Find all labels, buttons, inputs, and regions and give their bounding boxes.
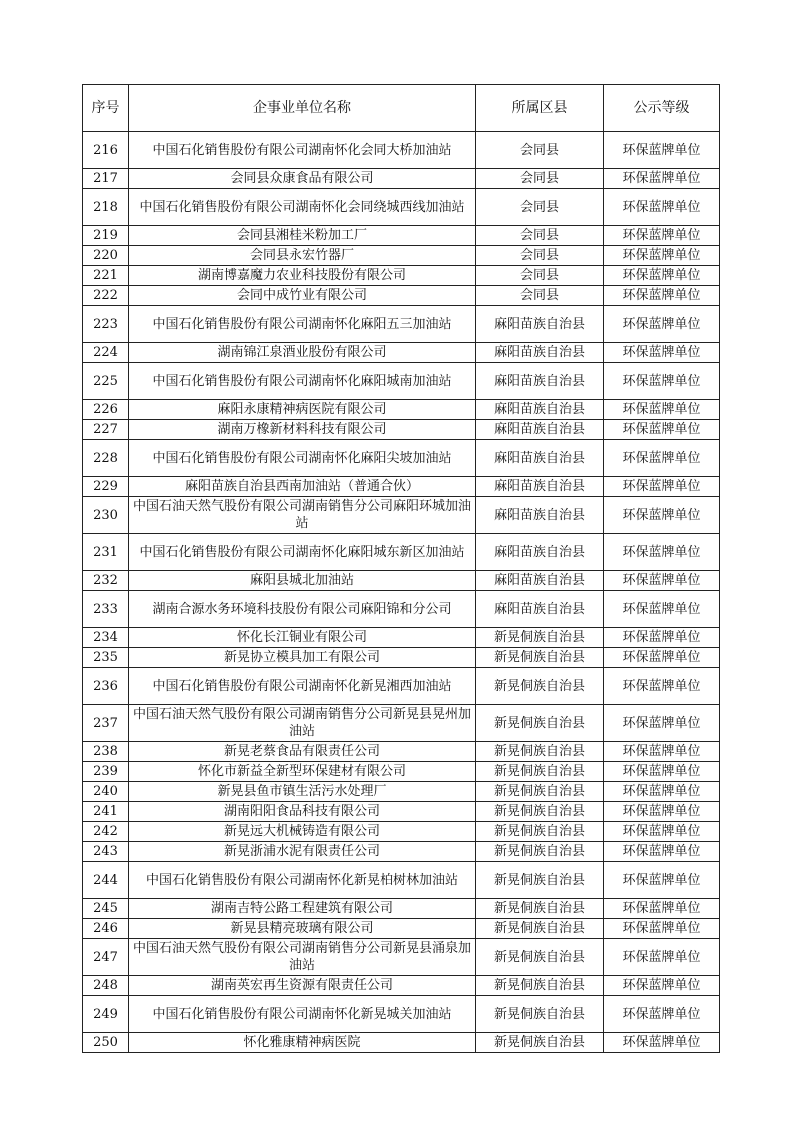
row-county: 会同县 <box>476 246 604 266</box>
row-number: 227 <box>83 420 129 440</box>
header-name: 企事业单位名称 <box>129 85 476 132</box>
row-enterprise-name: 中国石化销售股份有限公司湖南怀化新晃柏树林加油站 <box>129 862 476 899</box>
table-row <box>83 571 720 591</box>
row-enterprise-name: 中国石化销售股份有限公司湖南怀化新晃湘西加油站 <box>129 668 476 705</box>
table-row <box>83 169 720 189</box>
row-grade: 环保蓝牌单位 <box>604 1033 720 1053</box>
row-enterprise-name: 怀化雅康精神病医院 <box>129 1033 476 1053</box>
row-grade: 环保蓝牌单位 <box>604 306 720 343</box>
row-county: 新晃侗族自治县 <box>476 899 604 919</box>
row-number: 244 <box>83 862 129 899</box>
row-enterprise-name: 会同县众康食品有限公司 <box>129 169 476 189</box>
table-row <box>83 246 720 266</box>
row-enterprise-name: 麻阳苗族自治县西南加油站（普通合伙） <box>129 477 476 497</box>
table-row <box>83 996 720 1033</box>
row-number: 230 <box>83 497 129 534</box>
row-enterprise-name: 湖南吉特公路工程建筑有限公司 <box>129 899 476 919</box>
header-county: 所属区县 <box>476 85 604 132</box>
row-grade: 环保蓝牌单位 <box>604 497 720 534</box>
table-row <box>83 477 720 497</box>
row-enterprise-name: 新晃县鱼市镇生活污水处理厂 <box>129 782 476 802</box>
row-county: 新晃侗族自治县 <box>476 762 604 782</box>
table-row <box>83 976 720 996</box>
table-row <box>83 497 720 534</box>
row-number: 240 <box>83 782 129 802</box>
row-county: 新晃侗族自治县 <box>476 628 604 648</box>
row-number: 234 <box>83 628 129 648</box>
row-grade: 环保蓝牌单位 <box>604 420 720 440</box>
row-number: 250 <box>83 1033 129 1053</box>
row-number: 231 <box>83 534 129 571</box>
table-row <box>83 132 720 169</box>
row-grade: 环保蓝牌单位 <box>604 899 720 919</box>
row-enterprise-name: 新晃县精亮玻璃有限公司 <box>129 919 476 939</box>
table-row <box>83 862 720 899</box>
row-number: 248 <box>83 976 129 996</box>
row-enterprise-name: 中国石化销售股份有限公司湖南怀化麻阳城东新区加油站 <box>129 534 476 571</box>
table-row <box>83 189 720 226</box>
row-county: 新晃侗族自治县 <box>476 996 604 1033</box>
table-row <box>83 705 720 742</box>
row-number: 222 <box>83 286 129 306</box>
row-enterprise-name: 中国石油天然气股份有限公司湖南销售分公司麻阳环城加油站 <box>129 497 476 534</box>
row-enterprise-name: 麻阳永康精神病医院有限公司 <box>129 400 476 420</box>
row-county: 新晃侗族自治县 <box>476 842 604 862</box>
row-county: 新晃侗族自治县 <box>476 648 604 668</box>
table-row <box>83 919 720 939</box>
row-number: 246 <box>83 919 129 939</box>
row-enterprise-name: 湖南万橡新材料科技有限公司 <box>129 420 476 440</box>
row-county: 新晃侗族自治县 <box>476 919 604 939</box>
row-county: 麻阳苗族自治县 <box>476 363 604 400</box>
row-county: 新晃侗族自治县 <box>476 802 604 822</box>
row-number: 219 <box>83 226 129 246</box>
row-enterprise-name: 湖南锦江泉酒业股份有限公司 <box>129 343 476 363</box>
row-grade: 环保蓝牌单位 <box>604 132 720 169</box>
row-number: 232 <box>83 571 129 591</box>
table-row <box>83 440 720 477</box>
row-number: 247 <box>83 939 129 976</box>
header-no: 序号 <box>83 85 129 132</box>
row-enterprise-name: 会同中成竹业有限公司 <box>129 286 476 306</box>
table-row <box>83 306 720 343</box>
row-enterprise-name: 新晃老蔡食品有限责任公司 <box>129 742 476 762</box>
table-row <box>83 420 720 440</box>
row-grade: 环保蓝牌单位 <box>604 802 720 822</box>
row-number: 229 <box>83 477 129 497</box>
table-row <box>83 822 720 842</box>
row-enterprise-name: 中国石油天然气股份有限公司湖南销售分公司新晃县涌泉加油站 <box>129 939 476 976</box>
row-grade: 环保蓝牌单位 <box>604 440 720 477</box>
row-county: 麻阳苗族自治县 <box>476 343 604 363</box>
row-county: 新晃侗族自治县 <box>476 1033 604 1053</box>
row-enterprise-name: 湖南合源水务环境科技股份有限公司麻阳锦和分公司 <box>129 591 476 628</box>
row-enterprise-name: 会同县永宏竹器厂 <box>129 246 476 266</box>
row-county: 麻阳苗族自治县 <box>476 420 604 440</box>
table-row <box>83 286 720 306</box>
table-row <box>83 534 720 571</box>
row-enterprise-name: 湖南博嘉魔力农业科技股份有限公司 <box>129 266 476 286</box>
row-grade: 环保蓝牌单位 <box>604 842 720 862</box>
table-body <box>83 132 720 1053</box>
row-number: 237 <box>83 705 129 742</box>
row-enterprise-name: 中国石化销售股份有限公司湖南怀化麻阳五三加油站 <box>129 306 476 343</box>
row-grade: 环保蓝牌单位 <box>604 534 720 571</box>
table-row <box>83 628 720 648</box>
row-enterprise-name: 中国石化销售股份有限公司湖南怀化会同大桥加油站 <box>129 132 476 169</box>
row-number: 242 <box>83 822 129 842</box>
row-number: 218 <box>83 189 129 226</box>
row-enterprise-name: 中国石化销售股份有限公司湖南怀化麻阳城南加油站 <box>129 363 476 400</box>
row-number: 228 <box>83 440 129 477</box>
row-grade: 环保蓝牌单位 <box>604 169 720 189</box>
row-number: 225 <box>83 363 129 400</box>
row-grade: 环保蓝牌单位 <box>604 286 720 306</box>
row-enterprise-name: 湖南阳阳食品科技有限公司 <box>129 802 476 822</box>
row-number: 233 <box>83 591 129 628</box>
row-grade: 环保蓝牌单位 <box>604 363 720 400</box>
row-grade: 环保蓝牌单位 <box>604 919 720 939</box>
table-row <box>83 899 720 919</box>
row-enterprise-name: 新晃远大机械铸造有限公司 <box>129 822 476 842</box>
row-enterprise-name: 中国石油天然气股份有限公司湖南销售分公司新晃县晃州加油站 <box>129 705 476 742</box>
row-grade: 环保蓝牌单位 <box>604 246 720 266</box>
row-county: 麻阳苗族自治县 <box>476 400 604 420</box>
table-row <box>83 343 720 363</box>
row-county: 新晃侗族自治县 <box>476 862 604 899</box>
table-row <box>83 939 720 976</box>
row-grade: 环保蓝牌单位 <box>604 477 720 497</box>
table-row <box>83 762 720 782</box>
row-grade: 环保蓝牌单位 <box>604 189 720 226</box>
table-row <box>83 802 720 822</box>
row-grade: 环保蓝牌单位 <box>604 400 720 420</box>
row-county: 会同县 <box>476 169 604 189</box>
row-grade: 环保蓝牌单位 <box>604 822 720 842</box>
row-county: 会同县 <box>476 189 604 226</box>
row-grade: 环保蓝牌单位 <box>604 648 720 668</box>
table-row <box>83 742 720 762</box>
row-county: 麻阳苗族自治县 <box>476 534 604 571</box>
table-row <box>83 668 720 705</box>
row-grade: 环保蓝牌单位 <box>604 996 720 1033</box>
row-grade: 环保蓝牌单位 <box>604 705 720 742</box>
row-county: 会同县 <box>476 226 604 246</box>
row-enterprise-name: 新晃协立模具加工有限公司 <box>129 648 476 668</box>
row-grade: 环保蓝牌单位 <box>604 862 720 899</box>
row-number: 239 <box>83 762 129 782</box>
row-county: 麻阳苗族自治县 <box>476 591 604 628</box>
table-row <box>83 591 720 628</box>
row-enterprise-name: 中国石化销售股份有限公司湖南怀化会同绕城西线加油站 <box>129 189 476 226</box>
row-enterprise-name: 湖南英宏再生资源有限责任公司 <box>129 976 476 996</box>
table-row <box>83 363 720 400</box>
row-county: 新晃侗族自治县 <box>476 822 604 842</box>
table-row <box>83 648 720 668</box>
row-enterprise-name: 中国石化销售股份有限公司湖南怀化新晃城关加油站 <box>129 996 476 1033</box>
row-county: 新晃侗族自治县 <box>476 976 604 996</box>
row-number: 226 <box>83 400 129 420</box>
row-enterprise-name: 中国石化销售股份有限公司湖南怀化麻阳尖坡加油站 <box>129 440 476 477</box>
row-number: 241 <box>83 802 129 822</box>
table-header-row <box>83 85 720 132</box>
row-number: 249 <box>83 996 129 1033</box>
row-grade: 环保蓝牌单位 <box>604 266 720 286</box>
header-grade: 公示等级 <box>604 85 720 132</box>
row-county: 麻阳苗族自治县 <box>476 571 604 591</box>
table-row <box>83 226 720 246</box>
table-row <box>83 782 720 802</box>
enterprise-table <box>82 84 720 1053</box>
row-county: 会同县 <box>476 132 604 169</box>
row-number: 216 <box>83 132 129 169</box>
table-row <box>83 842 720 862</box>
row-grade: 环保蓝牌单位 <box>604 628 720 648</box>
row-grade: 环保蓝牌单位 <box>604 343 720 363</box>
row-number: 243 <box>83 842 129 862</box>
row-county: 麻阳苗族自治县 <box>476 477 604 497</box>
row-county: 麻阳苗族自治县 <box>476 306 604 343</box>
row-grade: 环保蓝牌单位 <box>604 226 720 246</box>
row-county: 麻阳苗族自治县 <box>476 440 604 477</box>
row-number: 224 <box>83 343 129 363</box>
row-enterprise-name: 会同县湘桂米粉加工厂 <box>129 226 476 246</box>
table-row <box>83 1033 720 1053</box>
row-county: 会同县 <box>476 266 604 286</box>
row-number: 217 <box>83 169 129 189</box>
row-grade: 环保蓝牌单位 <box>604 976 720 996</box>
row-number: 238 <box>83 742 129 762</box>
row-county: 新晃侗族自治县 <box>476 705 604 742</box>
table-row <box>83 266 720 286</box>
row-county: 麻阳苗族自治县 <box>476 497 604 534</box>
row-grade: 环保蓝牌单位 <box>604 742 720 762</box>
row-county: 新晃侗族自治县 <box>476 782 604 802</box>
row-enterprise-name: 怀化长江铜业有限公司 <box>129 628 476 648</box>
row-number: 245 <box>83 899 129 919</box>
row-grade: 环保蓝牌单位 <box>604 782 720 802</box>
row-number: 220 <box>83 246 129 266</box>
row-county: 新晃侗族自治县 <box>476 939 604 976</box>
table-row <box>83 400 720 420</box>
row-county: 新晃侗族自治县 <box>476 742 604 762</box>
row-enterprise-name: 新晃浙浦水泥有限责任公司 <box>129 842 476 862</box>
row-grade: 环保蓝牌单位 <box>604 668 720 705</box>
row-enterprise-name: 麻阳县城北加油站 <box>129 571 476 591</box>
row-grade: 环保蓝牌单位 <box>604 591 720 628</box>
row-enterprise-name: 怀化市新益全新型环保建材有限公司 <box>129 762 476 782</box>
row-number: 221 <box>83 266 129 286</box>
row-number: 236 <box>83 668 129 705</box>
row-number: 235 <box>83 648 129 668</box>
row-grade: 环保蓝牌单位 <box>604 571 720 591</box>
row-grade: 环保蓝牌单位 <box>604 939 720 976</box>
row-county: 新晃侗族自治县 <box>476 668 604 705</box>
row-grade: 环保蓝牌单位 <box>604 762 720 782</box>
row-county: 会同县 <box>476 286 604 306</box>
row-number: 223 <box>83 306 129 343</box>
